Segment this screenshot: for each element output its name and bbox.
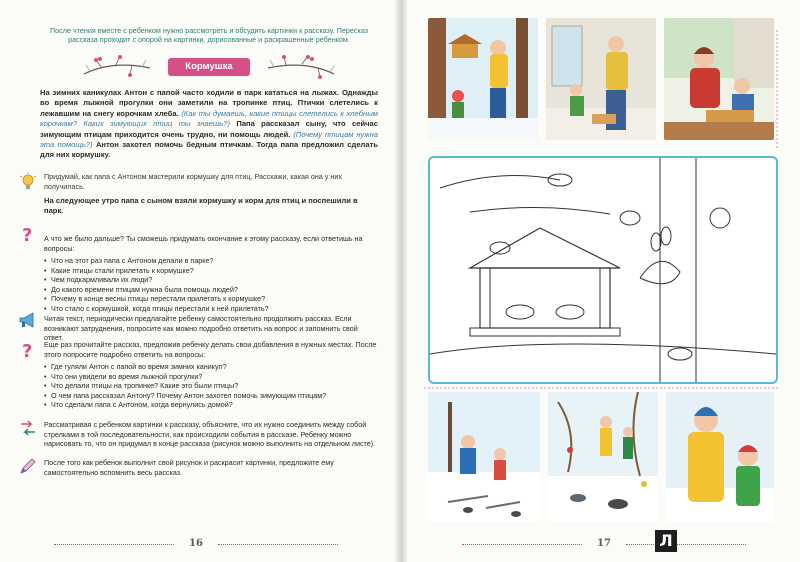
pencil-icon bbox=[18, 456, 38, 476]
illustration-dad-and-son-building bbox=[546, 18, 656, 140]
list-item: • Что стало с кормушкой, когда птицы перестали к ней прилетать? bbox=[44, 304, 378, 314]
list-item: • Чем подкармливали их люди? bbox=[44, 275, 378, 285]
page-number-right: 17 bbox=[584, 536, 624, 552]
story-part-1: На зимних каникулах Антон с папой часто ходили в парк кататься на лыжах. Однажды во время лыжной прогулки они заметили на тропинке птиц. Птички слетелись к лежавшим на снегу корочкам хлеба. bbox=[40, 88, 378, 118]
list-item: • Что сделали папа с Антоном, когда вернулись домой? bbox=[44, 400, 378, 410]
megaphone-icon bbox=[18, 310, 38, 330]
intro-text: После чтения вместе с ребенком нужно рассмотреть и обсудить картинки к рассказу. Пересказ рассказа проходит с опорой на картинки, дорисованные и раскрашенные ребенком. bbox=[49, 26, 369, 45]
list-item: • Что делали птицы на тропинке? Какие это были птицы? bbox=[44, 381, 378, 391]
questions-list-1 bbox=[44, 256, 378, 314]
questions-list-2 bbox=[44, 362, 378, 410]
list-item: • Какие птицы стали прилетать к кормушке? bbox=[44, 266, 378, 276]
story-title: Кормушка bbox=[168, 58, 250, 76]
story-text bbox=[40, 88, 378, 161]
arrows-icon bbox=[18, 418, 38, 438]
draw-task: Придумай, как папа с Антоном мастерили кормушку для птиц. Расскажи, какая она у них получилась. bbox=[44, 172, 342, 191]
arrows-instruction: Рассматривая с ребенком картинки к рассказу, объясните, что их нужно соединить между собой стрелками в той последовательности, как происходили события в рассказе. Ребенку можно нарисовать то, что он придумал в конце рассказа (рисунок можно выполнить на отдельном листе). bbox=[44, 420, 376, 449]
berry-branch-icon bbox=[82, 54, 152, 80]
lightbulb-icon bbox=[18, 172, 38, 192]
feeder-outline-drawing bbox=[430, 158, 776, 382]
illustration-birdhouse-hanging bbox=[428, 18, 538, 140]
illustration-birds-in-park bbox=[548, 392, 658, 522]
list-item: • До какого времени птицам нужна была помощь людей? bbox=[44, 285, 378, 295]
read-instruction: Читая текст, периодически предлагайте ребенку самостоятельно продолжить рассказ. Если возникают затруднения, попросите как можно подробно ответить на вопрос и запомнить свой ответ. bbox=[44, 314, 358, 343]
story-question-1: (Как ты думаешь, какие птицы слетелись к хлебным корочкам? Каких зимующих птиц ты знаешь?) bbox=[40, 108, 378, 129]
list-item: • Что они увидели во время лыжной прогулки? bbox=[44, 372, 378, 382]
publisher-logo: Л bbox=[655, 530, 677, 552]
svg-text:?: ? bbox=[22, 341, 33, 360]
left-page bbox=[0, 0, 398, 562]
list-item: • Где гуляли Антон с папой во время зимних каникул? bbox=[44, 362, 378, 372]
illustration-dad-and-son-walking bbox=[666, 392, 774, 522]
right-page bbox=[408, 0, 800, 562]
story-end: На следующее утро папа с сыном взяли кормушку и корм для птиц и поспешили в парк. bbox=[44, 196, 358, 216]
illustration-making-feeder bbox=[664, 18, 774, 140]
berry-branch-icon bbox=[266, 54, 336, 80]
page-number-left: 16 bbox=[176, 536, 216, 552]
list-item: • Почему в конце весны птицы перестали прилетать к кормушке? bbox=[44, 294, 378, 304]
questions-intro: А что же было дальше? Ты сможешь придумать окончание к этому рассказу, если ответишь на вопросы: bbox=[44, 234, 363, 253]
finish-instruction: После того как ребенок выполнит свой рисунок и раскрасит картинки, предложите ему самостоятельно вспомнить весь рассказ. bbox=[44, 458, 334, 477]
title-row bbox=[40, 52, 378, 82]
book-gutter bbox=[394, 0, 408, 562]
story-part-3: Антон захотел помочь бедным птичкам. Тогда папа предложил сделать для них кормушку. bbox=[40, 140, 378, 160]
question-mark-icon bbox=[18, 340, 38, 360]
story-part-2: Папа рассказал сыну, что сейчас зимующим птицам приходится очень трудно, ни помощь людей. bbox=[40, 119, 378, 139]
question-mark-icon bbox=[18, 224, 38, 244]
illustration-skiing bbox=[428, 392, 540, 522]
list-item: • Что на этот раз папа с Антоном делали в парке? bbox=[44, 256, 378, 266]
questions-intro-2: Еще раз прочитайте рассказ, предложив ребенку делать свои добавления в нужных местах. После этого попросите подробно ответить на вопросы: bbox=[44, 340, 377, 359]
coloring-page-feeder bbox=[428, 156, 778, 384]
story-question-2: (Почему птицам нужна эта помощь?) bbox=[40, 129, 379, 150]
svg-text:?: ? bbox=[22, 225, 33, 244]
list-item: • О чем папа рассказал Антону? Почему Антон захотел помочь зимующим птицам? bbox=[44, 391, 378, 401]
